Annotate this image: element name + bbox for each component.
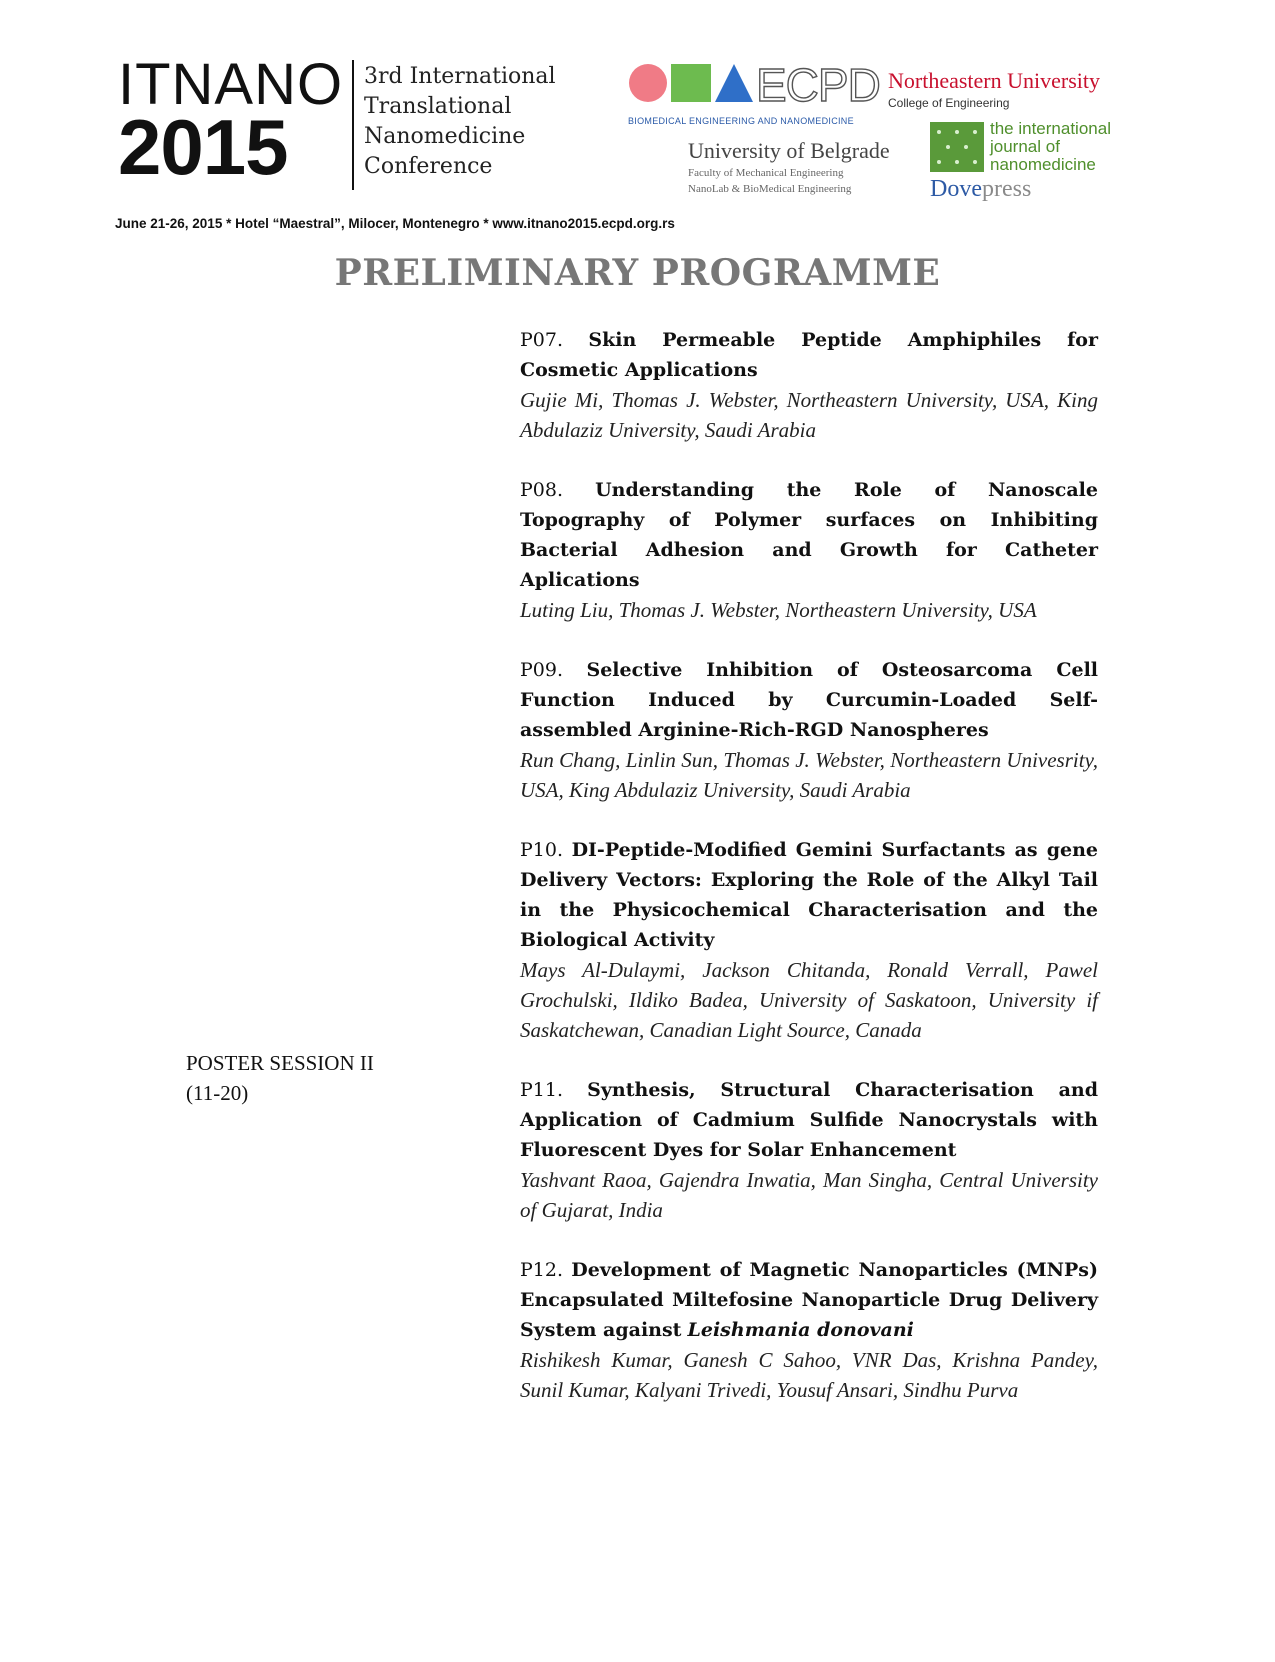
entry-species-name: Leishmania donovani [687,1319,914,1341]
ecpd-wordmark: ECPD [756,62,880,111]
ecpd-triangle-icon [715,64,753,102]
ecpd-circle-icon [629,64,667,102]
entry-number: P09. [520,659,564,681]
northeastern-subtitle: College of Engineering [888,96,1010,110]
entry-authors: Luting Liu, Thomas J. Webster, Northeastern University, USA [520,598,1037,622]
belgrade-lab: NanoLab & BioMedical Engineering [688,183,852,195]
northeastern-logo [888,68,1100,110]
entry-number: P11. [520,1079,564,1101]
entry-number: P12. [520,1259,564,1281]
conference-line: 3rd International [364,64,556,89]
programme-entry [520,655,1098,805]
dovepress-press: press [981,176,1032,202]
dovepress-dove: Dove [930,176,982,202]
programme-entry [520,475,1098,625]
ecpd-subtitle: BIOMEDICAL ENGINEERING AND NANOMEDICINE [628,116,854,126]
itnano-logo [118,52,348,191]
programme-entry [520,1255,1098,1405]
entry-title [520,1255,1098,1345]
itnano-word: ITNANO [118,52,344,117]
session-range: (11-20) [186,1081,249,1105]
page-title: PRELIMINARY PROGRAMME [334,252,941,294]
itnano-year: 2015 [118,103,288,191]
entry-title [520,325,1098,385]
entry-authors: Gujie Mi, Thomas J. Webster, Northeastern University, USA, King Abdulaziz University, Saudi Arabia [520,388,1098,442]
dovepress-logo [930,176,1031,203]
header-divider [352,60,354,190]
entry-name: Selective Inhibition of Osteosarcoma Cell Function Induced by Curcumin-Loaded Self-assembled Arginine-Rich-RGD Nanospheres [520,659,1099,741]
entry-name: Understanding the Role of Nanoscale Topography of Polymer surfaces on Inhibiting Bacterial Adhesion and Growth for Catheter Aplications [520,479,1098,591]
entry-authors: Mays Al-Dulaymi, Jackson Chitanda, Ronald Verrall, Pawel Grochulski, Ildiko Badea, University of Saskatoon, University if Saskatchewan, Canadian Light Source, Canada [520,958,1098,1042]
session-name: POSTER SESSION II [186,1051,374,1075]
entry-title [520,475,1098,595]
northeastern-title: Northeastern University [888,68,1100,93]
ijn-logo-text [990,120,1111,174]
conference-line: Nanomedicine [364,124,526,149]
belgrade-faculty: Faculty of Mechanical Engineering [688,167,844,179]
entry-name: DI-Peptide-Modified Gemini Surfactants as gene Delivery Vectors: Exploring the Role of the Alkyl Tail in the Physicochemical Characterisation and the Biological Activity [520,839,1098,951]
session-label [186,1048,374,1108]
conference-line: Conference [364,154,493,179]
programme-entry [520,835,1098,1045]
entry-title [520,655,1098,745]
entry-number: P07. [520,329,564,351]
programme-entries [520,325,1098,1435]
ijn-line: journal of [990,137,1060,156]
conference-line: Translational [364,94,512,119]
entry-number: P10. [520,839,564,861]
entry-name: Development of Magnetic Nanoparticles (MNPs) Encapsulated Miltefosine Nanoparticle Drug Delivery System against [520,1259,1098,1341]
entry-name: Synthesis, Structural Characterisation and Application of Cadmium Sulfide Nanocrystals with Fluorescent Dyes for Solar Enhancement [520,1079,1098,1161]
entry-name: Skin Permeable Peptide Amphiphiles for Cosmetic Applications [520,329,1098,381]
programme-entry [520,325,1098,445]
entry-authors: Rishikesh Kumar, Ganesh C Sahoo, VNR Das, Krishna Pandey, Sunil Kumar, Kalyani Trivedi, Yousuf Ansari, Sindhu Purva [520,1348,1098,1402]
belgrade-logo [688,138,890,196]
entry-authors: Yashvant Raoa, Gajendra Inwatia, Man Singha, Central University of Gujarat, India [520,1168,1098,1222]
ijn-line: the international [990,119,1111,138]
event-details: June 21-26, 2015 * Hotel “Maestral”, Milocer, Montenegro * www.itnano2015.ecpd.org.rs [115,216,675,231]
ijn-line: nanomedicine [990,155,1096,174]
entry-number: P08. [520,479,564,501]
ijn-dots-icon [930,122,984,172]
entry-title [520,1075,1098,1165]
entry-authors: Run Chang, Linlin Sun, Thomas J. Webster, Northeastern Univesrity, USA, King Abdulaziz University, Saudi Arabia [520,748,1098,802]
ecpd-square-icon [671,64,711,102]
conference-name [364,62,556,182]
belgrade-title: University of Belgrade [688,138,890,163]
entry-title [520,835,1098,955]
programme-entry [520,1075,1098,1225]
